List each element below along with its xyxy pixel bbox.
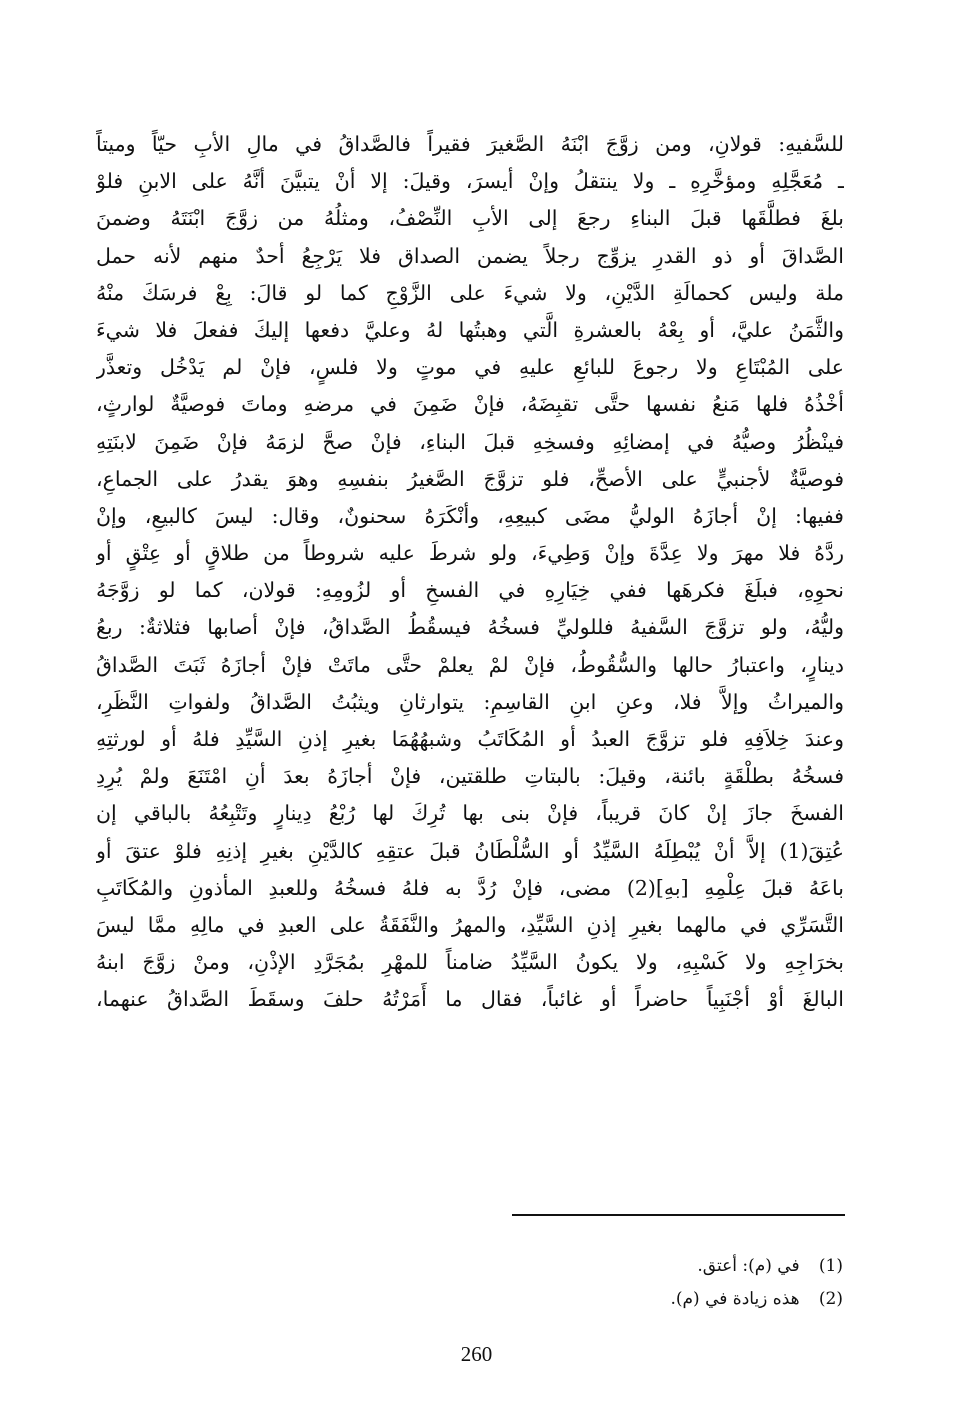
footnote-separator [512,1214,845,1216]
text-line: فوصيَّةٌ لأجنبيٍّ على الأصحِّ، فلو تزوَّجَ الصَّغيرُ بنفسِهِ وهوَ يقدرُ على الجماعِ، [96,466,844,491]
text-line: على المُبْتَاعِ ولا رجوعَ للبائعِ عليهِ في موتٍ ولا فلسٍ، فإنْ لم يَدْخُل وتعذَّر [96,355,844,380]
page-number: 260 [460,1342,493,1366]
text-line: دينارٍ، واعتبارُ حالها والسُّقُوطُ، فإنْ لمْ يعلمْ حتَّى ماتَتْ فإنْ أجازَهُ ثَبَتَ الصَّداقُ [96,652,844,677]
text-line: الصَّداقَ أو ذو القدرِ يزوِّج رجلاً يضمن الصداق فلا يَرْجِعُ أحدٌ منهم لأنه حمل [96,243,844,268]
text-line: بلغَ فطلَّقَها قبلَ البناءِ رجعَ إلى الأبِ النِّصْفُ، ومثلُهُ من زوَّجَ ابْنَتَهُ وضمنَ [96,206,844,231]
text-line: عُتِقَ(1) إلاَّ أنْ يُبْطِلَهُ السَّيِّدُ أو السُّلْطَانُ قبلَ عتقِهِ كالدَّيْنِ بغيرِ إذنِهِ فلوْ عتقَ أو [96,838,844,863]
text-line: ففيها: إنْ أجازَهُ الوليُّ مضَى كبيعِهِ، وأنْكَرَهُ سحنونٌ، وقال: ليسَ كالبيعِ، وإنْ [96,503,844,528]
text-line: باعَهُ قبلَ عِلْمِهِ [بهِ](2) مضى، فإنْ رُدَّ به فلهُ فسخُهُ وللعبدِ المأذونِ والمُكَاتَبِ [96,875,844,900]
text-line: التَّسَرِّي في مالهما بغيرِ إذنِ السَّيِّدِ، والمهرُ والنَّفَقَةُ على العبدِ في مالِهِ ممَّا ليسَ [96,912,844,937]
text-line: وليُّهُ، ولو تزوَّجَ السَّفيهُ فللوليِّ فسخُهُ فيسقُطُ الصَّداقُ، فإنْ أصابها فثلاثةٌ: ربعُ [96,615,844,640]
text-line: للسَّفيهِ: قولانِ، ومن زوَّجَ ابْنَهُ الصَّغيرَ فقيراً فالصَّداقُ في مالِ الأبِ حيّاً وميتاً [96,132,844,156]
text-line: ردَّهُ فلا مهرَ ولا عِدَّةَ وإنْ وَطِيءَ، ولو شرطَ عليه شروطاً من طلاقٍ أو عِتْقٍ أو [96,541,844,566]
footnote-text: هذه زيادة في (م). [670,1289,800,1309]
text-line: الفسخَ جازَ إنْ كانَ قريباً، فإنْ بنى بها تُرِكَ لها رُبْعُ دِينارٍ وتَتْبِعُهُ بالباقي إن [96,801,844,826]
text-line: وعندَ خِلاَفِهِ فلو تزوَّجَ العبدُ أو المُكَاتَبُ وشبهُهُمَا بغيرِ إذنِ السَّيِّدِ فلهُ أو لورثتِهِ [96,727,844,751]
text-line: والميراثُ وإلاَّ فلا، وعنِ ابنِ القاسِمِ: يتوارثانِ ويثبُتُ الصَّداقُ ولفواتِ النَّظَرِ، [96,689,844,714]
footnote-item [343,1283,843,1316]
text-line: أخْذُهُ فلها مَنعُ نفسها حتَّى تقبِضَهُ، فإنْ ضَمِنَ في مرضهِ وماتَ فوصيَّةٌ لوارثٍ، [96,392,844,417]
footnotes [343,1250,843,1316]
footnote-number: (2) [818,1289,843,1309]
text-line: نحوِهِ، فبلَغَ فكرهَها ففي خِيَارِهِ في الفسخِ أو لزُومِهِ: قولان، كما لو زوَّجَهُ [96,578,844,603]
text-line: فسخُهُ بطلْقَةٍ بائنة، وقيلَ: بالبتاتِ طلقتين، فإنْ أجازَهُ بعدَ أنِ امْتَنَعَ ولمْ يُرِدِ [96,764,844,789]
main-text-block [96,126,844,1019]
text-line: البالغَ أوْ أجْنَبِياً حاضراً أو غائباً، فقال ما أَمَرْتُهُ حلفَ وسقَطَ الصَّداقُ عنهما، [96,987,844,1012]
text-line: ملة وليس كحمالَةِ الدَّيْنِ، ولا شيءَ على الزَّوْجِ كما لو قالَ: بِعْ فرسَكَ منْهُ [96,280,844,305]
text-line: والثَّمَنُ عليَّ، أو بِعْهُ بالعشرةِ الَّتي وهبتُها لهُ وعليَّ دفعها إليكَ ففعلَ فلا شيءَ [96,317,844,342]
text-line: بخرَاجِهِ ولا كَسْبِهِ، ولا يكونُ السَّيِّدُ ضامناً للمهْرِ بمُجَرَّدِ الإذْنِ، ومنْ زوَّجَ ابنهُ [96,950,844,975]
footnote-item [343,1250,843,1283]
text-line: ـ مُعَجَّلِهِ ومؤخَّرِهِ ـ ولا ينتقلُ وإنْ أيسرَ، وقيلَ: إلا أنْ يتبيَّنَ أنَّهُ على الابنِ فلوْ [96,169,844,194]
footnote-number: (1) [818,1256,843,1276]
text-line: فينْظُرُ وصيُّهُ في إمضائِهِ وفسخِهِ قبلَ البناءِ، فإنْ صحَّ لزمَهُ فإنْ ضَمِنَ لابنَتِهِ [96,429,844,454]
footnote-text: في (م): أعتق. [697,1256,800,1276]
